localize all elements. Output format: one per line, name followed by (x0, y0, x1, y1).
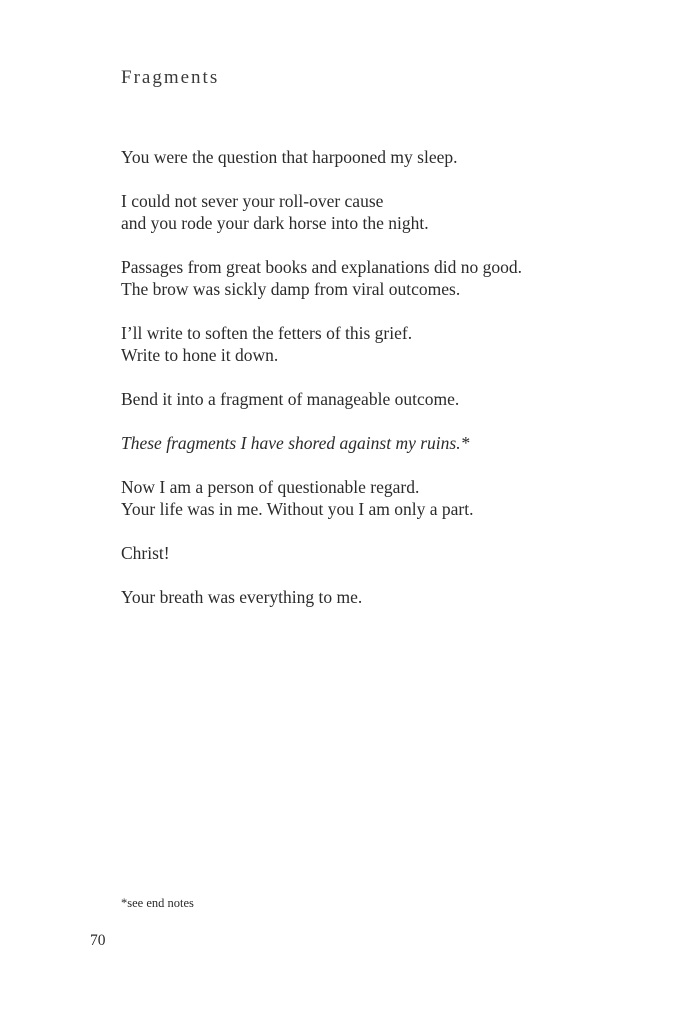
poem-line: The brow was sickly damp from viral outcomes. (121, 279, 461, 299)
poem-line: and you rode your dark horse into the night. (121, 213, 429, 233)
poem-stanza (121, 146, 591, 168)
poem-line: Bend it into a fragment of manageable outcome. (121, 389, 460, 409)
page-number: 70 (90, 932, 106, 949)
poem-line: Christ! (121, 543, 170, 563)
poem-stanza (121, 586, 591, 608)
poem-line: Your breath was everything to me. (121, 587, 363, 607)
poem-stanza (121, 190, 591, 234)
footnote: *see end notes (121, 896, 194, 910)
poem-title: Fragments (121, 67, 220, 88)
poem-line: Write to hone it down. (121, 345, 279, 365)
poem-line: I could not sever your roll-over cause (121, 191, 384, 211)
poem-line: These fragments I have shored against my ruins.* (121, 433, 470, 453)
poem-stanza (121, 322, 591, 366)
poem-stanza (121, 542, 591, 564)
poem-line: Now I am a person of questionable regard. (121, 477, 420, 497)
poem-stanza (121, 388, 591, 410)
poem-line: You were the question that harpooned my sleep. (121, 147, 458, 167)
poem-line: Passages from great books and explanations did no good. (121, 257, 522, 277)
poem-stanza (121, 432, 591, 454)
poem-stanza (121, 256, 591, 300)
poem-line: I’ll write to soften the fetters of this grief. (121, 323, 413, 343)
page-content (121, 66, 591, 630)
poem-stanza (121, 476, 591, 520)
poem-line: Your life was in me. Without you I am only a part. (121, 499, 474, 519)
poem-body (121, 146, 591, 608)
